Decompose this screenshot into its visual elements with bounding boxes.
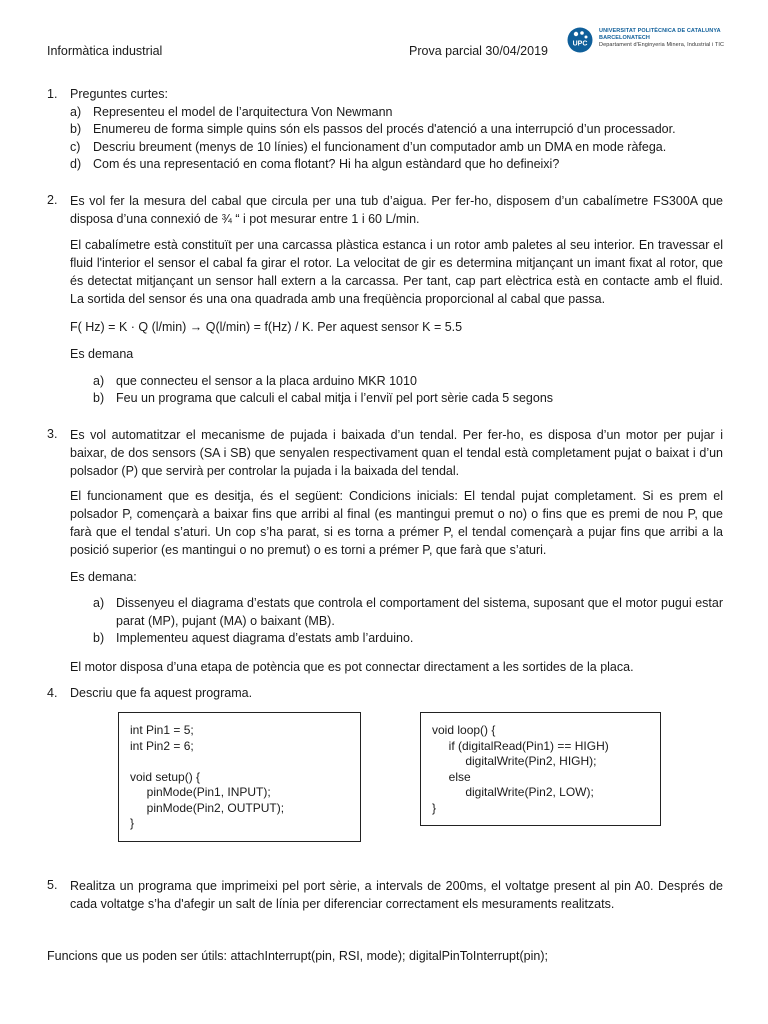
exam-date: Prova parcial 30/04/2019 xyxy=(409,44,548,58)
code-block-loop xyxy=(420,712,661,826)
code-line: void loop() { xyxy=(432,723,496,737)
logo-line-1: UNIVERSITAT POLITÈCNICA DE CATALUNYA xyxy=(599,28,721,34)
code-line: pinMode(Pin1, INPUT); xyxy=(130,785,271,799)
q3-b-text: Implementeu aquest diagrama d’estats amb l’arduino. xyxy=(116,631,414,645)
q1-b-label: b) xyxy=(70,122,82,136)
code-line: int Pin2 = 6; xyxy=(130,738,194,753)
q3-description: El funcionament que es desitja, és el següent: Condicions inicials: El tendal pujat completament. Si es prem el polsador P, començarà a baixar fins que arribi al final (es mantingui premut o no) o fins que es premi de nou P, que farà que el tendal s’aturi. Un cop s’ha parat, si es torna a prémer P, el tendal començarà a pujar fins que arribi a la posició superior (es mantingui o no premut) o es torni a prémer P, que farà que s’aturi. xyxy=(70,489,723,557)
q1-b-text: Enumereu de forma simple quins són els passos del procés d'atenció a una interrupció d’un processador. xyxy=(93,122,676,136)
q3-a-text: Dissenyeu el diagrama d’estats que controla el comportament del sistema, suposant que el motor pugui estar parat (MP), pujant (MA) o baixant (MB). xyxy=(116,596,723,628)
q1-c-text: Descriu breument (menys de 10 línies) el funcionament d’un computador amb un DMA en mode ràfega. xyxy=(93,140,667,154)
q2-a-label: a) xyxy=(93,374,105,388)
code-line: digitalWrite(Pin2, LOW); xyxy=(432,785,594,799)
code-line: else xyxy=(432,769,471,784)
q1-a-text: Representeu el model de l’arquitectura Von Newmann xyxy=(93,105,393,119)
q3-number: 3. xyxy=(47,427,58,441)
code-line: } xyxy=(130,816,135,830)
logo-line-3: Departament d'Enginyeria Minera, Industrial i TIC xyxy=(599,42,725,48)
code-block-setup xyxy=(118,712,361,842)
q3-b-label: b) xyxy=(93,631,105,645)
q1-d-label: d) xyxy=(70,157,82,171)
upc-seal-icon xyxy=(567,27,593,53)
university-logo xyxy=(567,25,737,55)
q1-number: 1. xyxy=(47,87,58,101)
q1-d-text: Com és una representació en coma flotant? Hi ha algun estàndard que ho defineixi? xyxy=(93,157,560,171)
q1-c-label: c) xyxy=(70,140,81,154)
q1-a-label: a) xyxy=(70,105,82,119)
logo-line-2: BARCELONATECH xyxy=(599,35,651,41)
q2-intro: Es vol fer la mesura del cabal que circula per una tub d’aigua. Per fer-ho, disposem d’un cabalímetre FS300A que disposa d’una connexió de ¾ “ i pot mesurar entre 1 i 60 L/min. xyxy=(70,194,723,226)
code-line: digitalWrite(Pin2, HIGH); xyxy=(432,754,597,768)
q3-intro: Es vol automatitzar el mecanisme de pujada i baixada d’un tendal. Per fer-ho, es disposa d’un motor per pujar i baixar, de dos sensors (SA i SB) que senyalen respectivament quan el tendal està completament pujat o baixat i d’un polsador (P) que servirà per controlar la pujada i la baixada del tendal. xyxy=(70,428,723,478)
q2-b-label: b) xyxy=(93,391,105,405)
q5-number: 5. xyxy=(47,878,58,892)
q2-description: El cabalímetre està constituït per una carcassa plàstica estanca i un rotor amb paletes al seu interior. En travessar el fluid l'interior el sensor el cabal fa girar el rotor. La velocitat de gir es determina mitjançant un imant fixat al rotor, que és detectat mitjançant un sensor hall extern a la carcassa. Per tant, cap part elèctrica està en contacte amb el fluid. La sortida del sensor és una ona quadrada amb una freqüència proporcional al cabal que passa. xyxy=(70,238,723,306)
code-line: pinMode(Pin2, OUTPUT); xyxy=(130,800,285,815)
q2-formula: F( Hz) = K · Q (l/min) → Q(l/min) = f(Hz) / K. Per aquest sensor K = 5.5 xyxy=(70,320,463,334)
svg-text:UPC: UPC xyxy=(572,40,588,48)
code-line: if (digitalRead(Pin1) == HIGH) xyxy=(432,738,609,753)
q3-note: El motor disposa d’una etapa de potència que es pot connectar directament a les sortides de la placa. xyxy=(70,660,634,674)
q2-number: 2. xyxy=(47,193,58,207)
q2-b-text: Feu un programa que calculi el cabal mitja i l’enviï pel port sèrie cada 5 segons xyxy=(116,391,554,405)
useful-functions-note: Funcions que us poden ser útils: attachInterrupt(pin, RSI, mode); digitalPinToInterrupt(pin); xyxy=(47,949,548,963)
q3-asks: Es demana: xyxy=(70,570,137,584)
q2-a-text: que connecteu el sensor a la placa arduino MKR 1010 xyxy=(116,374,417,388)
code-line: } xyxy=(432,800,437,815)
q5-text: Realitza un programa que imprimeixi pel port sèrie, a intervals de 200ms, el voltatge present al pin A0. Després de cada voltatge s’ha d'afegir un salt de línia per diferenciar correctament els mesuraments realitzats. xyxy=(70,879,723,911)
q2-asks: Es demana xyxy=(70,347,134,361)
q3-a-label: a) xyxy=(93,596,105,610)
q4-title: Descriu que fa aquest programa. xyxy=(70,686,253,700)
code-line: int Pin1 = 5; xyxy=(130,723,194,737)
q4-number: 4. xyxy=(47,686,58,700)
q1-title: Preguntes curtes: xyxy=(70,87,168,101)
course-title: Informàtica industrial xyxy=(47,44,163,58)
code-line: void setup() { xyxy=(130,769,201,784)
code-line xyxy=(130,754,360,770)
